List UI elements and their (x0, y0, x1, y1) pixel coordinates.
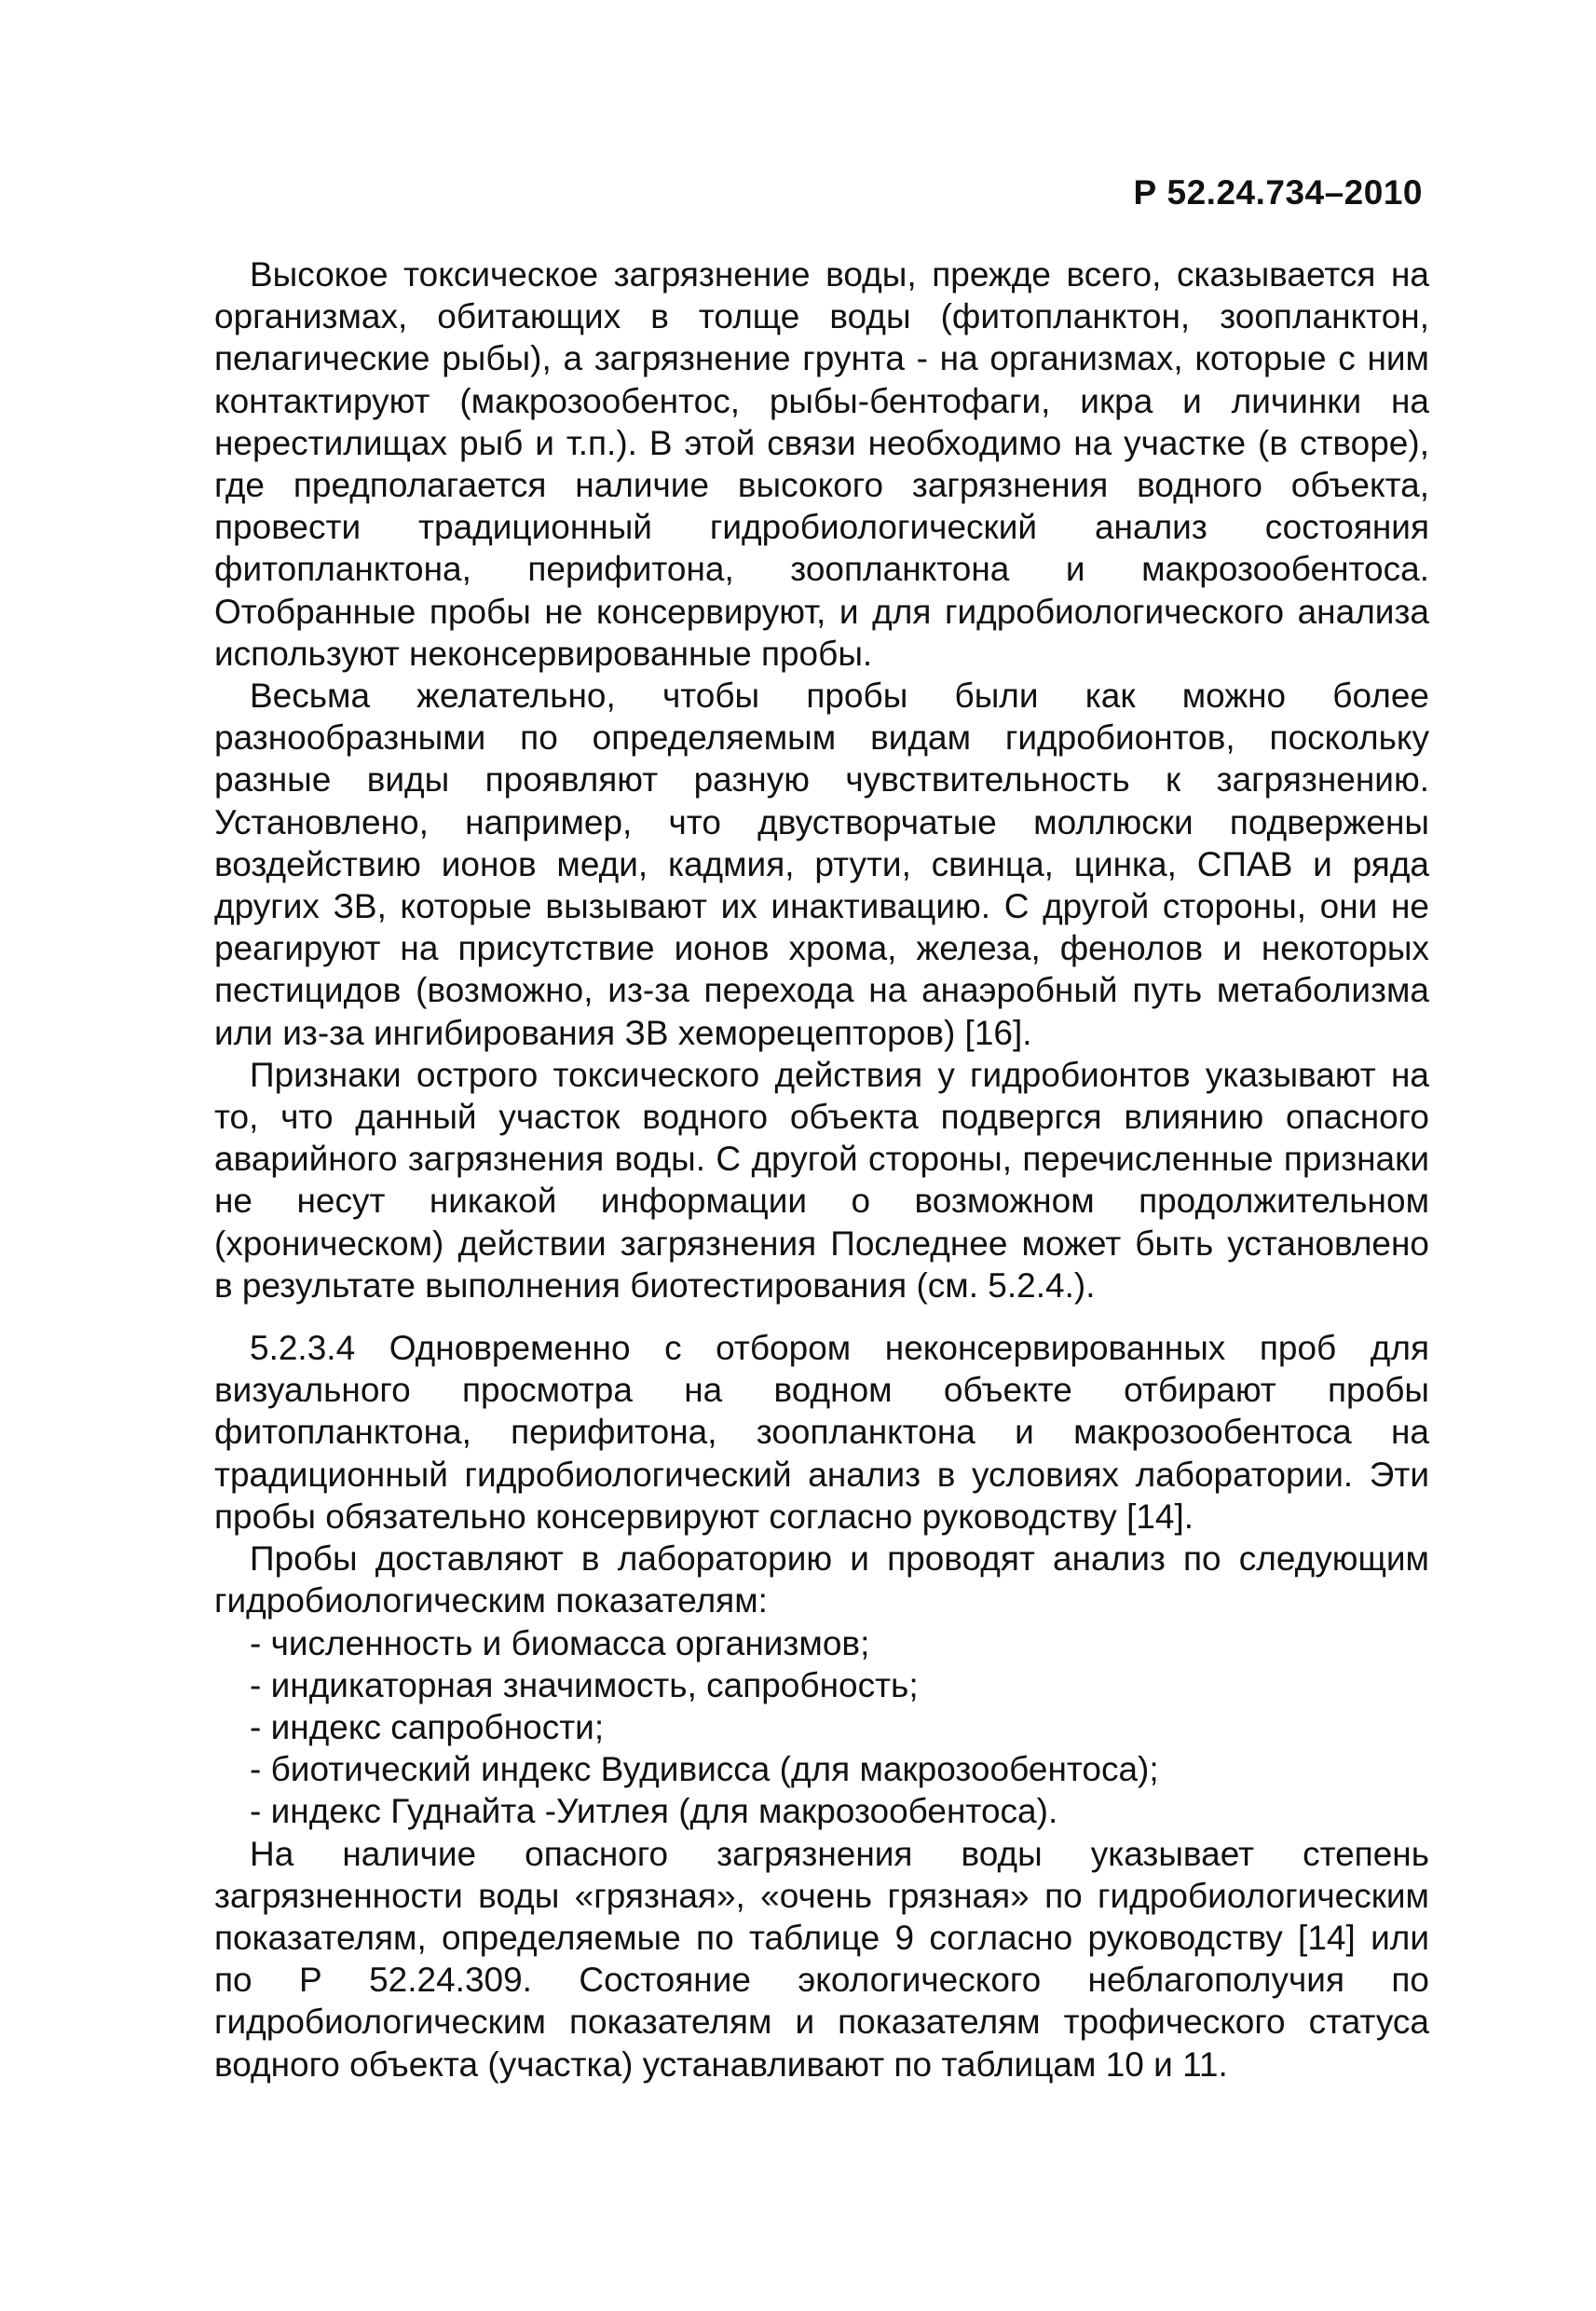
document-code: Р 52.24.734–2010 (1133, 173, 1423, 212)
paragraph-acute-toxicity: Признаки острого токсического действия у гидробионтов указывают на то, что данный участок водного объекта подвергся влиянию опасного аварийного загрязнения воды. С другой стороны, перечисленные признаки не несут никакой информации о возможном продолжительном (хроническом) действии загрязнения Последнее может быть установлено в результате выполнения биотестирования (см. 5.2.4.). (214, 1055, 1429, 1305)
list-item: - биотический индекс Вудивисса (для макрозообентоса); (250, 1750, 1159, 1789)
indicator-list (214, 1622, 1429, 1833)
list-item: - численность и биомасса организмов; (250, 1623, 870, 1662)
paragraph-sample-diversity: Весьма желательно, чтобы пробы были как можно более разнообразными по определяемым видам гидробионтов, поскольку разные виды проявляют разную чувствительность к загрязнению. Установлено, например, что двустворчатые моллюски подвержены воздействию ионов меди, кадмия, ртути, свинца, цинка, СПАВ и ряда других ЗВ, которые вызывают их инактивацию. С другой стороны, они не реагируют на присутствие ионов хрома, железа, фенолов и некоторых пестицидов (возможно, из-за перехода на анаэробный путь метаболизма или из-за ингибирования ЗВ хеморецепторов) [16]. (214, 677, 1429, 1052)
list-item: - индекс Гуднайта -Уитлея (для макрозообентоса). (250, 1792, 1058, 1831)
paragraph-section-5-2-3-4: 5.2.3.4 Одновременно с отбором неконсервированных проб для визуального просмотра на водном объекте отбирают пробы фитопланктона, перифитона, зоопланктона и макрозообентоса на традиционный гидробиологический анализ в условиях лаборатории. Эти пробы обязательно консервируют согласно руководству [14]. (214, 1329, 1429, 1536)
list-item: - индекс сапробности; (250, 1707, 605, 1746)
paragraph-pollution-degree: На наличие опасного загрязнения воды указывает степень загрязненности воды «грязная», «очень грязная» по гидробиологическим показателям, определяемые по таблице 9 согласно руководству [14] или по Р 52.24.309. Состояние экологического неблагополучия по гидробиологическим показателям и показателям трофического статуса водного объекта (участка) устанавливают по таблицам 10 и 11. (214, 1834, 1429, 2084)
list-item: - индикаторная значимость, сапробность; (250, 1665, 919, 1704)
paragraph-lab-analysis: Пробы доставляют в лабораторию и проводят анализ по следующим гидробиологическим показателям: (214, 1539, 1429, 1620)
paragraph-toxic-pollution: Высокое токсическое загрязнение воды, прежде всего, сказывается на организмах, обитающих в толще воды (фитопланктон, зоопланктон, пелагические рыбы), а загрязнение грунта - на организмах, которые с ним контактируют (макрозообентос, рыбы-бентофаги, икра и личинки на нерестилищах рыб и т.п.). В этой связи необходимо на участке (в створе), где предполагается наличие высокого загрязнения водного объекта, провести традиционный гидробиологический анализ состояния фитопланктона, перифитона, зоопланктона и макрозообентоса. Отобранные пробы не консервируют, и для гидробиологического анализа используют неконсервированные пробы. (214, 255, 1429, 673)
document-body (214, 253, 1429, 2085)
